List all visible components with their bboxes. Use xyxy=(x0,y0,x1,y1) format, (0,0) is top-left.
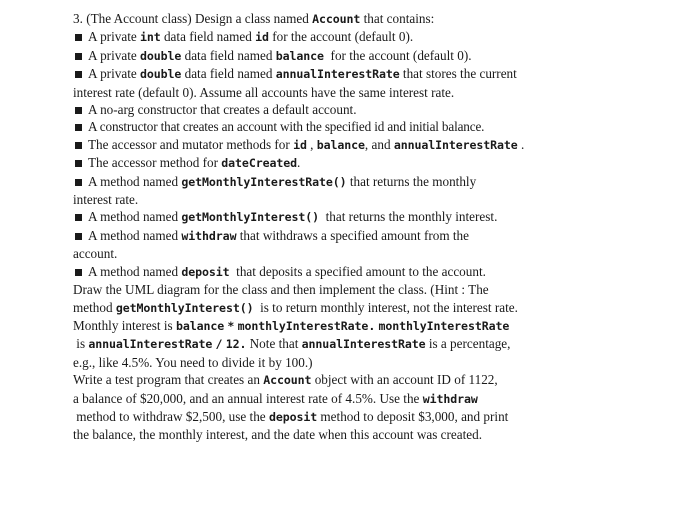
bullet-item-constructor xyxy=(73,118,630,135)
text: that stores the current xyxy=(402,66,517,82)
code: deposit xyxy=(268,409,318,424)
code: monthlyInterestRate. xyxy=(237,318,376,333)
code: monthlyInterestRate xyxy=(378,318,510,333)
code: withdraw xyxy=(181,228,237,243)
bullet-item-balance xyxy=(73,47,630,65)
code: annualInterestRate xyxy=(275,67,400,82)
bullet-icon xyxy=(75,142,82,149)
code: withdraw xyxy=(422,391,478,406)
bullet-icon xyxy=(75,71,82,78)
text: A private xyxy=(88,47,137,63)
bullet-icon xyxy=(75,269,82,276)
text: object with an account ID of 1122, xyxy=(314,372,498,388)
text: A method named xyxy=(88,173,179,189)
test-program-paragraph xyxy=(73,371,630,444)
instructions-paragraph xyxy=(73,281,630,371)
text: method xyxy=(73,299,113,315)
code: annualInterestRate xyxy=(88,337,213,352)
text: A method named xyxy=(88,227,179,243)
text: , xyxy=(310,136,314,152)
text: method to withdraw $2,500, use the xyxy=(76,408,266,424)
text: is xyxy=(76,336,86,352)
bullet-item-accessors xyxy=(73,136,630,154)
code: annualInterestRate xyxy=(393,137,518,152)
text: The accessor method for xyxy=(88,155,218,171)
bullet-item-withdraw xyxy=(73,227,630,263)
text: interest rate. xyxy=(73,192,139,208)
code: getMonthlyInterestRate() xyxy=(181,174,347,189)
code: balance xyxy=(316,137,365,152)
bullet-item-id xyxy=(73,28,630,46)
code: 12. xyxy=(225,337,247,352)
bullet-icon xyxy=(75,107,82,114)
text: Draw the UML diagram for the class and then implement the class. (Hint : The xyxy=(73,282,489,298)
text: is a percentage, xyxy=(428,336,511,352)
question-heading xyxy=(73,10,630,28)
text: A method named xyxy=(88,263,179,279)
text: account. xyxy=(73,246,118,262)
code: getMonthlyInterest() xyxy=(181,210,320,225)
code: dateCreated xyxy=(221,156,297,171)
code: double xyxy=(140,67,182,82)
text: data field named xyxy=(184,47,273,63)
bullet-icon xyxy=(75,124,82,131)
text: method to deposit $3,000, and print xyxy=(320,408,509,424)
code: id xyxy=(255,30,269,45)
heading-text: (The Account class) Design a class named xyxy=(86,11,309,26)
bullet-icon xyxy=(75,34,82,41)
code: * xyxy=(227,318,235,333)
code: getMonthlyInterest() xyxy=(115,300,254,315)
text: , and xyxy=(364,136,391,152)
text: that deposits a specified amount to the account. xyxy=(236,263,486,279)
bullet-item-get-monthly-interest xyxy=(73,208,630,226)
text: A private xyxy=(88,29,137,45)
bullet-icon xyxy=(75,214,82,221)
text: A constructor that creates an account with the specified id and initial balance. xyxy=(88,119,485,135)
text: is to return monthly interest, not the interest rate. xyxy=(260,299,518,315)
text: that returns the monthly interest. xyxy=(325,209,498,225)
text: a balance of $20,000, and an annual interest rate of 4.5%. Use the xyxy=(73,390,420,406)
bullet-icon xyxy=(75,53,82,60)
text: Note that xyxy=(249,336,299,352)
question-number: 3. xyxy=(73,11,83,26)
code: deposit xyxy=(181,264,230,279)
class-name-code: Account xyxy=(312,12,361,26)
code: / xyxy=(215,337,223,352)
bullet-item-noarg-constructor xyxy=(73,101,630,118)
code: int xyxy=(140,30,161,45)
code: annualInterestRate xyxy=(301,337,426,352)
text: that returns the monthly xyxy=(349,173,477,189)
heading-end-text: that contains: xyxy=(363,11,435,26)
text: data field named xyxy=(163,29,252,45)
text: data field named xyxy=(184,66,273,82)
text: interest rate (default 0). Assume all accounts have the same interest rate. xyxy=(73,84,455,100)
text: . xyxy=(296,155,301,171)
text: e.g., like 4.5%. You need to divide it by 100.) xyxy=(73,354,313,370)
bullet-icon xyxy=(75,160,82,167)
code: double xyxy=(140,48,182,63)
text: that withdraws a specified amount from the xyxy=(239,227,469,243)
text: The accessor and mutator methods for xyxy=(88,136,290,152)
text: A private xyxy=(88,66,137,82)
text: the balance, the monthly interest, and the date when this account was created. xyxy=(73,427,483,443)
bullet-item-date-created xyxy=(73,154,630,172)
code: balance xyxy=(175,318,225,333)
bullet-icon xyxy=(75,233,82,240)
bullet-item-annual-interest-rate xyxy=(73,65,630,101)
bullet-item-deposit xyxy=(73,263,630,281)
text: Write a test program that creates an xyxy=(73,372,260,388)
text: . xyxy=(520,136,525,152)
code: Account xyxy=(263,373,312,388)
code: balance xyxy=(275,48,324,63)
text: A no-arg constructor that creates a default account. xyxy=(88,102,357,118)
text: for the account (default 0). xyxy=(272,29,414,45)
bullet-item-get-monthly-interest-rate xyxy=(73,173,630,209)
text: A method named xyxy=(88,209,179,225)
bullet-icon xyxy=(75,179,82,186)
code: id xyxy=(293,137,307,152)
text: Monthly interest is xyxy=(73,317,173,333)
text: for the account (default 0). xyxy=(330,47,472,63)
